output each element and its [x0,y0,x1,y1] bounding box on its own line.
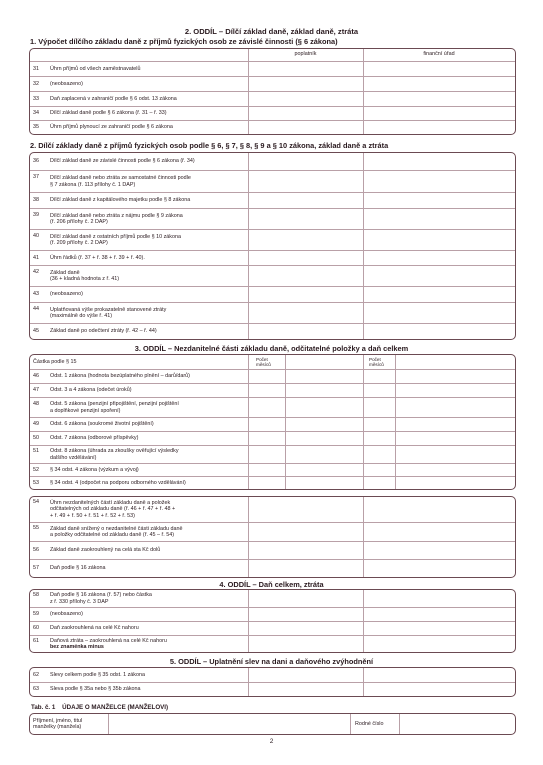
row-label-line2: odčitatelných od základu daně (ř. 46 + ř. 47 + ř. 48 + [50,506,176,513]
row-label-line2: (36 + kladná hodnota z ř. 41) [50,276,120,282]
table-deductions [29,354,516,490]
row-label: Dílčí základ daně podle § 6 zákona (ř. 31 – ř. 33) [50,110,167,117]
row-number: 57 [33,565,39,572]
table-header-row [30,355,515,369]
row-label: Odst. 7 zákona (odborové příspěvky) [50,435,139,442]
row-number: 45 [33,328,39,335]
row-label-line2: (ř. 206 přílohy č. 2 DAP) [50,219,108,225]
row-label-line2: dalšího vzdělávání) [50,454,97,461]
row-label-line2: a doplňkové penzijní spoření) [50,407,121,414]
row-label-line2: § 7 zákona (ř. 113 přílohy č. 1 DAP) [50,181,136,188]
table-row [30,265,515,286]
table-row [30,445,515,463]
table-row [30,607,515,621]
table-row [30,76,515,91]
row-label: Odst. 6 zákona (soukromé životní pojištění) [50,421,154,428]
spouse-info-table [29,713,516,735]
row-number: 62 [33,671,39,678]
row-number: 53 [33,479,39,486]
row-number: 41 [33,254,39,261]
row-label: (neobsazeno) [50,291,83,298]
section2-subtitle-1: 1. Výpočet dílčího základu daně z příjmů fyzických osob ze závislé činnosti (§ 6 zákona) [30,37,338,46]
row-label: (neobsazeno) [50,611,83,618]
table-row [30,476,515,489]
row-label-line2: z ř. 330 přílohy č. 3 DAP [50,598,109,605]
table-row [30,417,515,431]
table-row [30,431,515,445]
row-number: 38 [33,197,39,204]
row-number: 36 [33,158,39,165]
table-row [30,170,515,192]
row-label: Základ daně zaokrouhlený na celá sta Kč dolů [50,547,161,554]
table-row [30,621,515,635]
row-number: 56 [33,547,39,554]
row-number: 40 [33,233,39,239]
row-number: 32 [33,80,39,87]
birth-number-label-text: Rodné číslo [355,720,384,727]
row-label: Odst. 1 zákona (hodnota bezúplatného plnění – darů/darů) [50,373,190,380]
tab1-title: Tab. č. 1 ÚDAJE O MANŽELCE (MANŽELOVI) [31,704,169,711]
row-label: Úhrn příjmů plynoucí ze zahraničí podle § 6 zákona [50,124,173,131]
table-total-tax [29,589,516,653]
row-number: 43 [33,291,39,298]
row-number: 63 [33,686,39,693]
row-label: Sleva podle § 35a nebo § 35b zákona [50,686,141,693]
column-header-office: finanční úřad [423,51,455,57]
row-number: 39 [33,212,39,218]
row-label: Základ daně [50,269,80,276]
row-label: Úhrn řádků (ř. 37 + ř. 38 + ř. 39 + ř. 40). [50,254,145,261]
table-row [30,250,515,265]
row-number: 49 [33,421,39,428]
row-label: Dílčí základ daně nebo ztráta ze samostatné činnosti podle [50,175,191,182]
row-number: 48 [33,401,39,407]
section4-title: 4. ODDÍL – Daň celkem, ztráta [219,580,324,589]
spouse-name-label-line1: Příjmení, jméno, titul [33,717,83,724]
section2-title: 2. ODDÍL – Dílčí základ daně, základ daně, ztráta [184,27,359,36]
table-row [30,153,515,170]
row-number: 51 [33,448,39,454]
row-label: Daň zaokrouhlená na celé Kč nahoru [50,625,139,632]
row-number: 52 [33,466,39,473]
row-label: Dílčí základ daně ze závislé činnosti podle § 6 zákona (ř. 34) [50,158,195,165]
section5-title: 5. ODDÍL – Uplatnění slev na dani a daňového zvýhodnění [169,657,374,666]
table-row [30,590,515,607]
row-label: Odst. 5 zákona (penzijní připojištění, penzijní pojištění [50,401,179,408]
table-row [30,369,515,383]
table-row [30,61,515,76]
row-label: § 34 odst. 4 (odpočet na podporu odborného vzdělávání) [50,479,186,486]
row-number: 33 [33,95,39,102]
row-label: (neobsazeno) [50,80,83,87]
row-label: Odst. 8 zákona (úhrada za zkoušky ověřující výsledky [50,448,179,455]
row-label-line2: (ř. 209 přílohy č. 2 DAP) [50,240,108,246]
table-row [30,106,515,120]
section2-subtitle-2: 2. Dílčí základy daně z příjmů fyzických osob podle § 6, § 7, § 8, § 9 a § 10 zákona, základ daně a ztráta [30,141,389,150]
table-row [30,323,515,339]
row-label-line2: bez znaménka minus [50,644,104,650]
row-number: 37 [33,174,39,180]
row-number: 58 [33,592,39,598]
table-row [30,383,515,397]
table-row [30,302,515,323]
row-number: 60 [33,625,39,632]
table-partial-tax-bases [29,152,516,340]
row-label: Úhrn příjmů od všech zaměstnavatelů [50,65,141,72]
row-label: Uplatňovaná výše prokazatelně stanovené ztráty [50,306,167,313]
row-label-line2: (maximálně do výše ř. 41) [50,313,113,319]
row-label: Dílčí základ daně nebo ztráta z nájmu podle § 9 zákona [50,212,183,219]
row-number: 35 [33,124,39,131]
row-label: Odst. 3 a 4 zákona (odečet úroků) [50,387,132,394]
row-number: 50 [33,435,39,442]
table-row [30,120,515,134]
row-number: 61 [33,638,39,644]
table-row [30,192,515,208]
column-header-months: Počet měsíců [256,357,271,367]
section3-title: 3. ODDÍL – Nezdanitelné části základu daně, odčitatelné položky a daň celkem [134,344,409,353]
spouse-name-label-line2: manželky (manžela) [33,724,82,730]
row-number: 54 [33,499,39,505]
row-number: 46 [33,373,39,380]
row-number: 44 [33,306,39,312]
row-label: Základ daně snížený o nezdanitelné části základu daně [50,525,183,532]
table-tax-totals [29,496,516,578]
row-label: Slevy celkem podle § 35 odst. 1 zákona [50,671,145,678]
row-number: 47 [33,387,39,394]
page-number: 2 [269,738,274,745]
row-label: Daňová ztráta – zaokrouhlená na celé Kč nahoru [50,637,167,644]
table-header-row [30,49,515,61]
row-label: Dílčí základ daně z ostatních příjmů podle § 10 zákona [50,233,181,240]
row-label: Daň podle § 16 zákona [50,565,106,572]
table-row [30,497,515,522]
row-number: 34 [33,110,39,117]
table-row [30,208,515,229]
spouse-name-label [33,714,82,734]
row-label: Úhrn nezdanitelných částí základu daně a položek [50,500,171,507]
row-label: Dílčí základ daně z kapitálového majetku podle § 8 zákona [50,197,191,204]
row-number: 59 [33,611,39,618]
table-row [30,229,515,250]
table-row [30,541,515,559]
column-header-months-2: Počet měsíců [369,357,384,367]
table-row [30,635,515,652]
column-header-amount: Částka podle § 15 [33,358,77,365]
row-number: 55 [33,525,39,531]
row-label-line3: + ř. 49 + ř. 50 + ř. 51 + ř. 52 + ř. 53) [50,512,135,519]
row-label: Daň zaplacená v zahraničí podle § 6 odst. 13 zákona [50,95,177,102]
row-label: Daň podle § 16 zákona (ř. 57) nebo částka [50,592,152,599]
row-number: 31 [33,65,39,72]
column-header-payer: poplatník [294,51,317,57]
table-row [30,286,515,302]
row-label-line2: a položky odčitatelné od základu daně (ř. 45 – ř. 54) [50,532,175,538]
table-employment-income [29,48,516,135]
table-row [30,682,515,696]
table-row [30,463,515,476]
table-row [30,397,515,417]
table-row [30,91,515,106]
birth-number-label [355,714,383,734]
table-row [30,522,515,541]
row-label: Základ daně po odečtení ztráty (ř. 42 – ř. 44) [50,328,157,335]
table-tax-credits [29,667,516,697]
table-row [30,559,515,577]
row-label: § 34 odst. 4 zákona (výzkum a vývoj) [50,466,139,473]
table-row [30,668,515,682]
row-number: 42 [33,269,39,275]
